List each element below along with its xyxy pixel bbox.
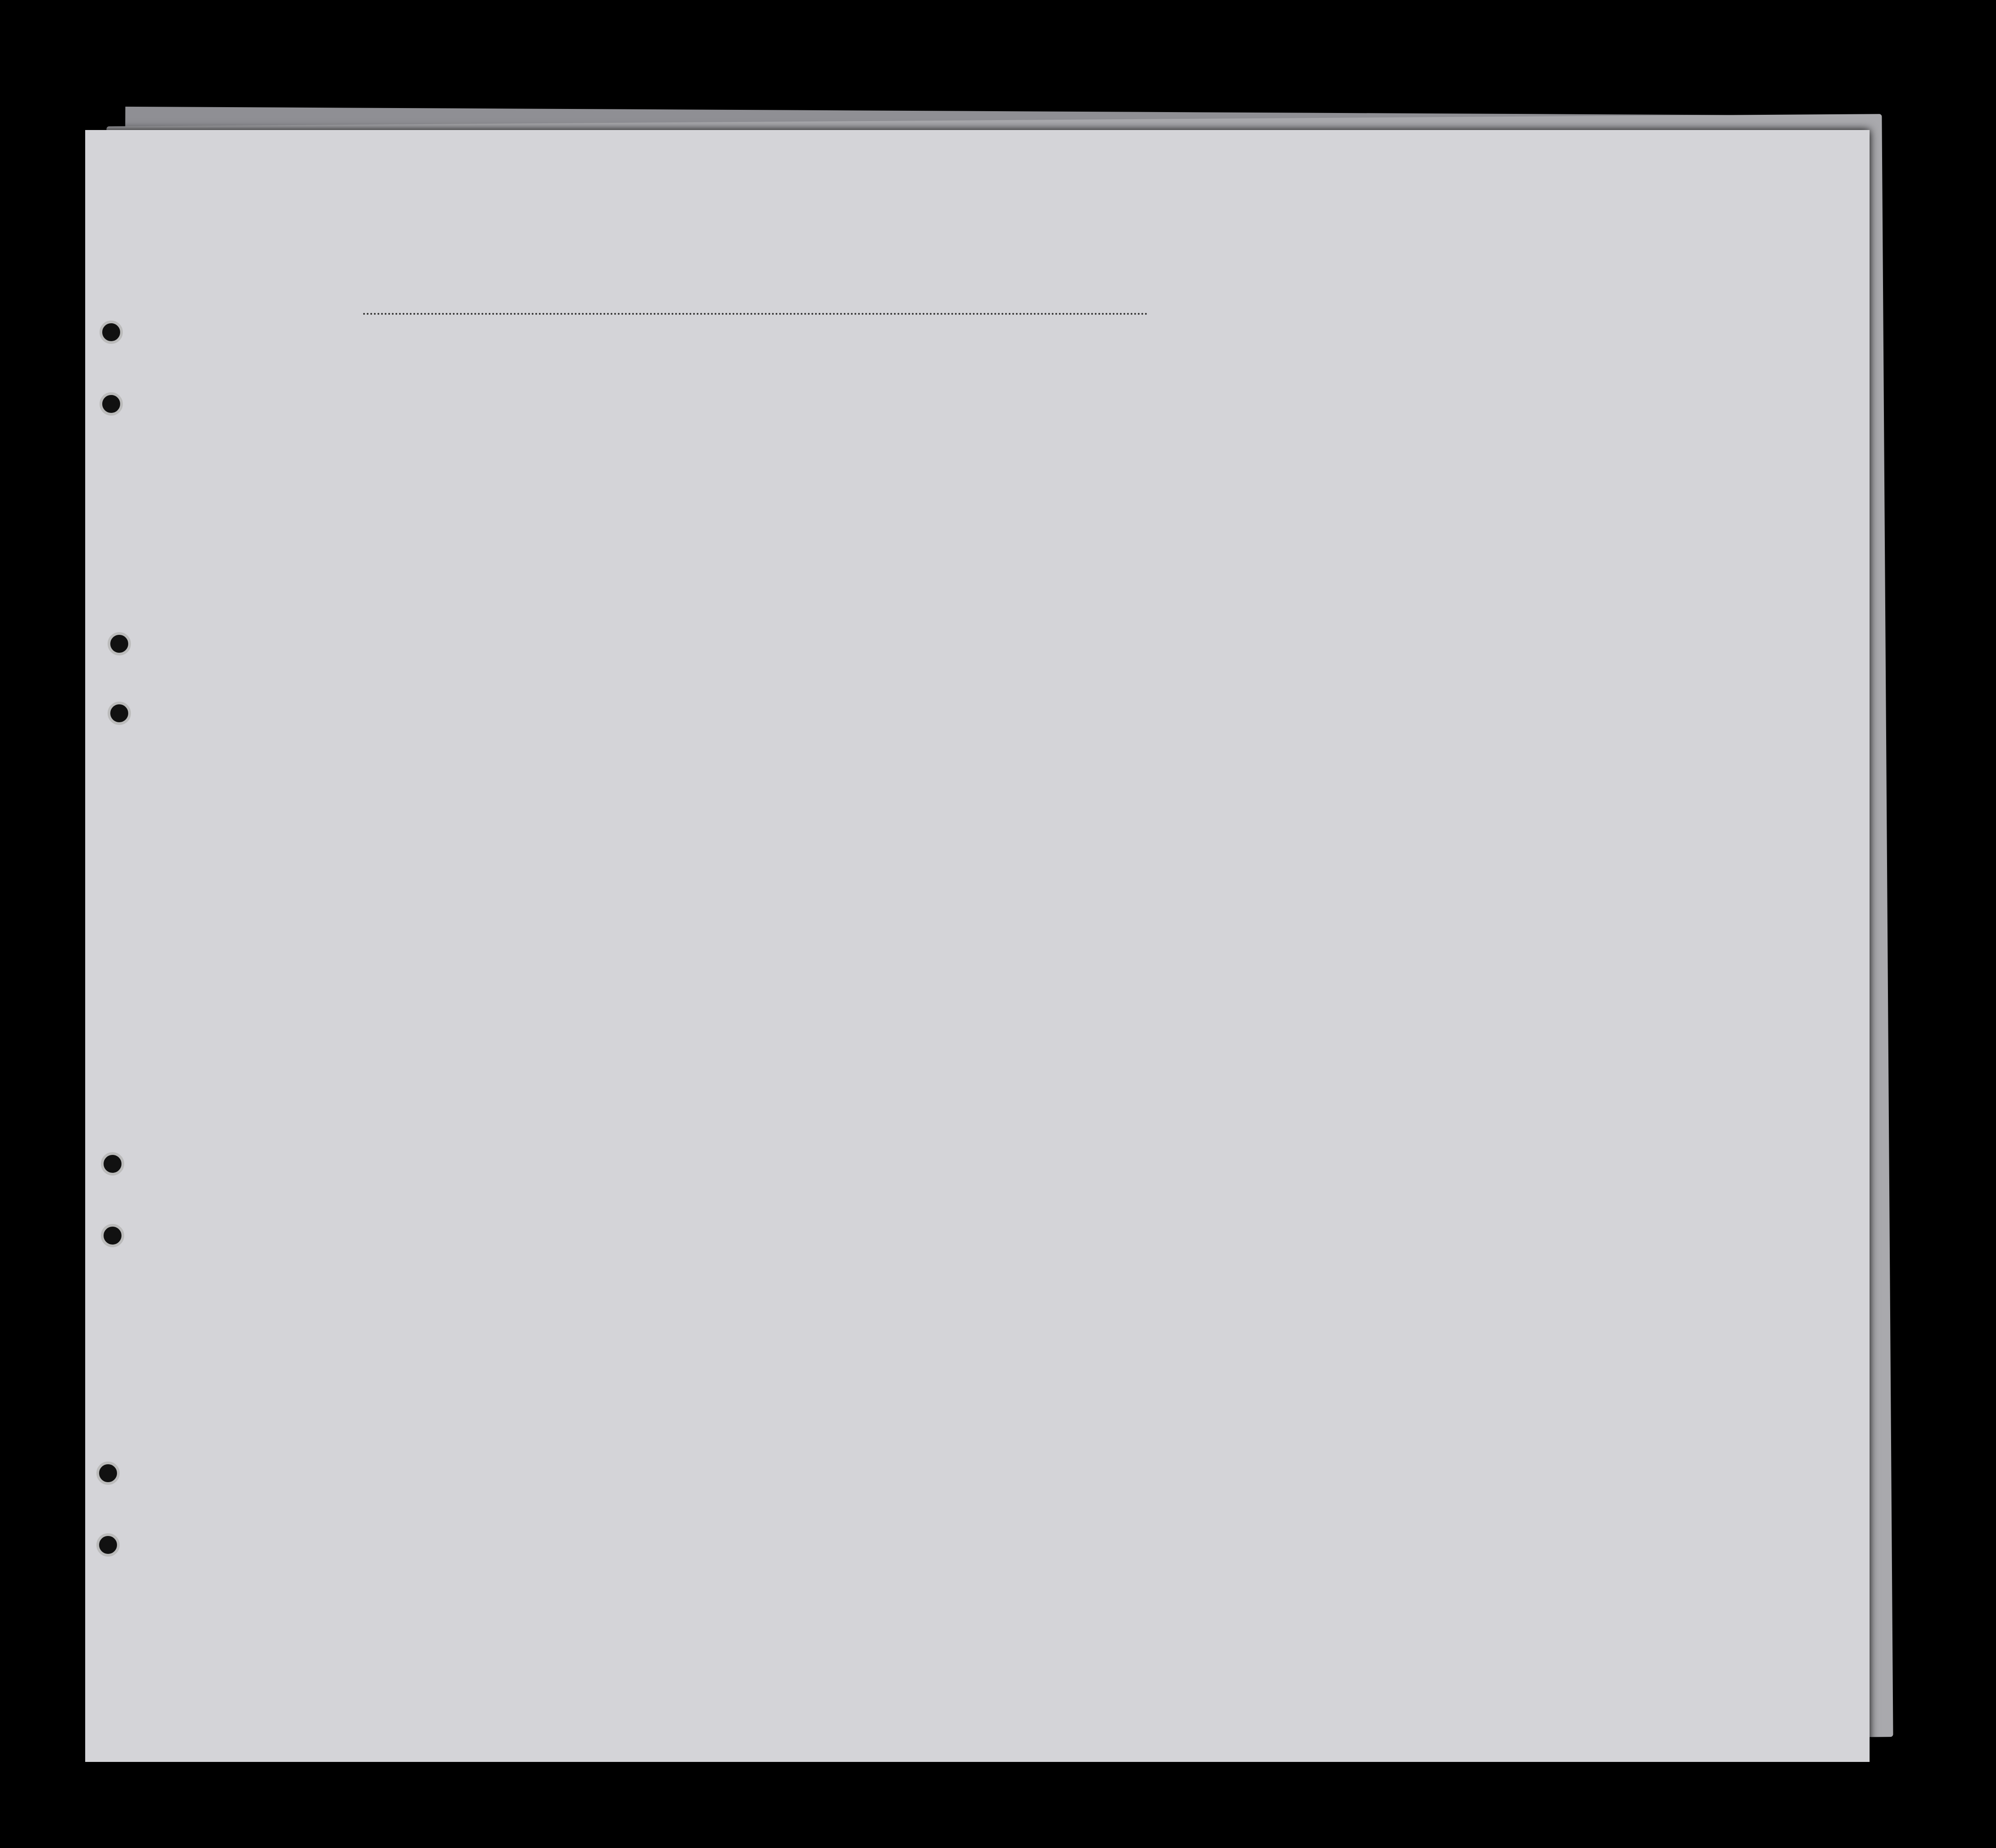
header-q28: [1329, 377, 1374, 538]
header-purpose-citizen: [1202, 377, 1228, 538]
header-anarchist: [1302, 377, 1320, 538]
header-fifty-dollars: [694, 363, 721, 534]
form-grid: [85, 130, 1870, 1762]
header-q29: [1371, 377, 1400, 538]
header-polygamist: [1278, 377, 1296, 538]
manifest-sheet: [85, 130, 1870, 1762]
header-feet: [1561, 453, 1575, 525]
header-purpose-length: [1130, 377, 1161, 538]
header-inches: [1584, 453, 1597, 525]
header-prison: [1241, 377, 1277, 538]
header-q30: [1408, 377, 1439, 538]
header-ticket: [582, 363, 609, 534]
header-purpose-return: [1094, 377, 1125, 538]
